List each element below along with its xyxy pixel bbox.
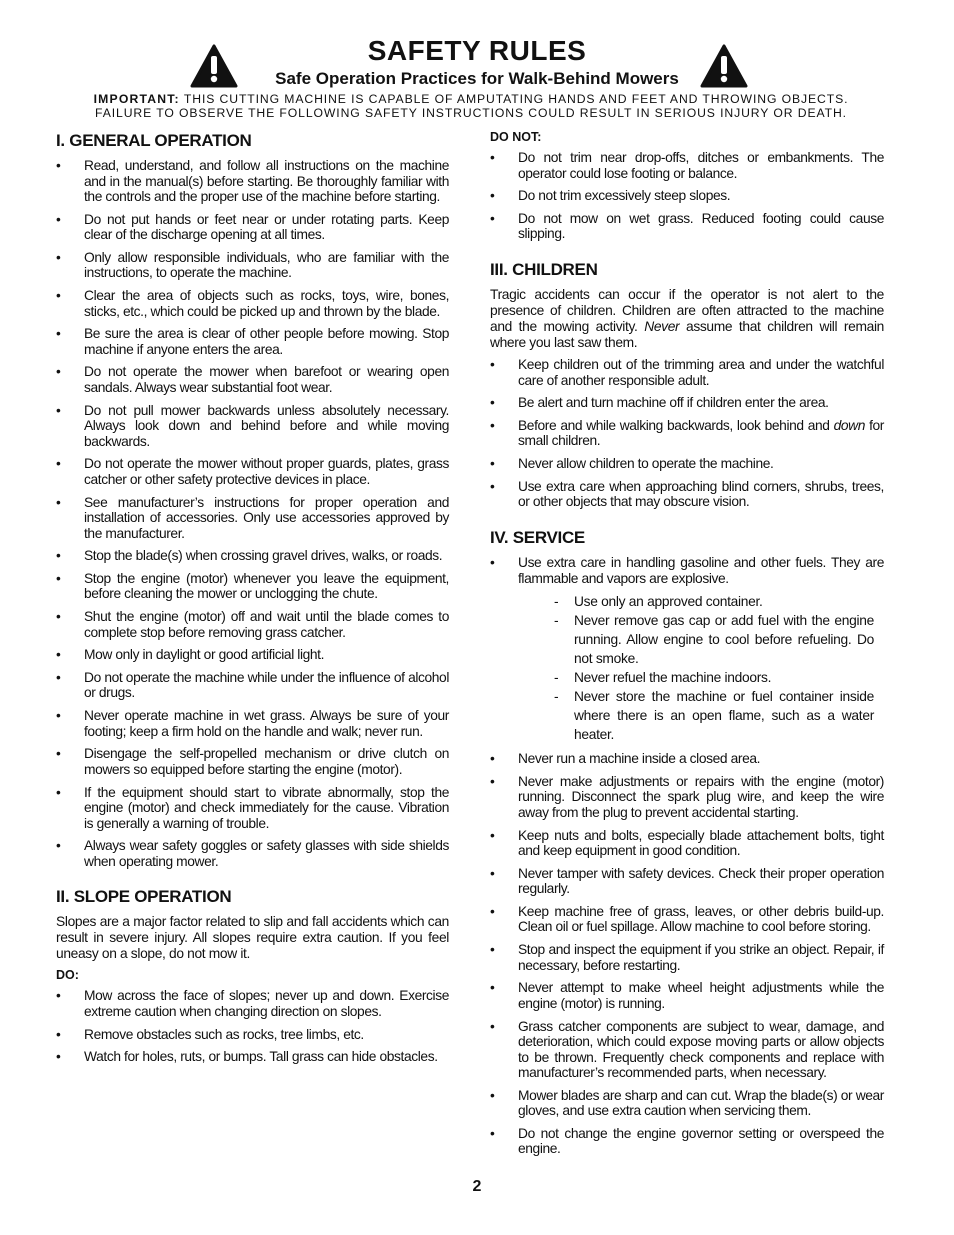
list-item: • Mow across the face of slopes; never up and down. Exercise extreme caution when changing direction on slopes.	[56, 988, 449, 1019]
do-not-label: DO NOT:	[490, 130, 542, 144]
list-item: • Keep children out of the trimming area and under the watchful care of another responsible adult.	[490, 357, 884, 388]
list-item: • Never run a machine inside a closed area.	[490, 751, 761, 767]
right-column	[490, 130, 884, 1164]
page-subtitle: Safe Operation Practices for Walk-Behind Mowers	[275, 69, 679, 88]
list-item: • Never tamper with safety devices. Check their proper operation regularly.	[490, 865, 884, 897]
important-line-2: FAILURE TO OBSERVE THE FOLLOWING SAFETY INSTRUCTIONS COULD RESULT IN SERIOUS INJURY OR DEATH.	[95, 106, 847, 120]
sub-list-item: - Never store the machine or fuel container inside where there is an open flame, such as a water heater.	[554, 689, 874, 742]
list-item: • Grass catcher components are subject to wear, damage, and deterioration, which could expose moving parts or allow objects to be thrown. Frequently check components and replace with manufacturer’s recommended parts, when necessary.	[490, 1018, 884, 1080]
service-list	[490, 555, 884, 1157]
list-item: • Do not put hands or feet near or under rotating parts. Keep clear of the discharge opening at all times.	[56, 211, 449, 243]
left-column	[56, 130, 449, 1072]
list-item: • Remove obstacles such as rocks, tree limbs, etc.	[56, 1026, 364, 1042]
list-item: • Disengage the self-propelled mechanism or drive clutch on mowers so equipped before starting the engine (motor).	[56, 746, 449, 777]
list-item: • Only allow responsible individuals, who are familiar with the instructions, to operate the machine.	[56, 249, 449, 281]
list-item: • Use extra care in handling gasoline and other fuels. They are flammable and vapors are explosive. - Use only an approved container. - Never remove gas cap or add fuel with the engine running. Allow engine to cool before refueling. Do not smoke. - Never refuel the machine indoors. - Never store the machine or fuel container inside where there is an open flame, such as a water heater.	[490, 555, 884, 742]
important-line-1: THIS CUTTING MACHINE IS CAPABLE OF AMPUTATING HANDS AND FEET AND THROWING OBJECTS.	[183, 92, 849, 106]
children-list	[490, 357, 884, 510]
list-item: • Do not operate the machine while under the influence of alcohol or drugs.	[56, 669, 449, 701]
page-title: SAFETY RULES	[367, 35, 587, 66]
section-heading-children: III. CHILDREN	[490, 260, 598, 280]
list-item: • Be alert and turn machine off if children enter the area.	[490, 395, 829, 411]
list-item: • Do not pull mower backwards unless absolutely necessary. Always look down and behind before and while moving backwards.	[56, 402, 449, 449]
list-item: • Mow only in daylight or good artificial light.	[56, 647, 325, 663]
slope-do-not-list	[490, 150, 884, 242]
list-item: • Stop and inspect the equipment if you strike an object. Repair, if necessary, before restarting.	[490, 942, 884, 973]
list-item: • Never make adjustments or repairs with the engine (motor) running. Disconnect the spark plug wire, and keep the wire away from the plug to prevent accidental starting.	[490, 773, 884, 820]
important-label: IMPORTANT:	[93, 92, 180, 106]
list-item: • Use extra care when approaching blind corners, shrubs, trees, or other objects that may obscure vision.	[490, 478, 884, 510]
fuel-subitem-list	[518, 592, 884, 744]
list-item: • If the equipment should start to vibrate abnormally, stop the engine (motor) and check immediately for the cause. Vibration is generally a warning of trouble.	[56, 784, 449, 831]
list-item: • Before and while walking backwards, look behind and down for small children.	[490, 417, 884, 449]
list-item: • Shut the engine (motor) off and wait until the blade comes to complete stop before removing grass catcher.	[56, 609, 449, 640]
list-item: • Do not change the engine governor setting or overspeed the engine.	[490, 1125, 884, 1157]
children-intro: Tragic accidents can occur if the operator is not alert to the presence of children. Children are often attracted to the machine and the mowing activity. Never assume that children will remain where you last saw them.	[490, 287, 885, 351]
page-number: 2	[472, 1178, 482, 1195]
list-item: • Be sure the area is clear of other people before mowing. Stop machine if anyone enters the area.	[56, 326, 449, 357]
list-item: • Do not mow on wet grass. Reduced footing could cause slipping.	[490, 210, 884, 242]
slope-intro: Slopes are a major factor related to slip and fall accidents which can result in severe injury. All slopes require extra caution. If you feel uneasy on a slope, do not mow it.	[56, 914, 449, 962]
list-item: • Keep nuts and bolts, especially blade attachement bolts, tight and keep equipment in good condition.	[490, 827, 884, 859]
list-item: • Do not trim near drop-offs, ditches or embankments. The operator could lose footing or balance.	[490, 150, 884, 181]
list-item: • Do not operate the mower without proper guards, plates, grass catcher or other safety protective devices in place.	[56, 456, 449, 487]
list-item: • Keep machine free of grass, leaves, or other debris build-up. Clean oil or fuel spillage. Allow machine to cool before storing.	[490, 903, 884, 935]
list-item: • Do not operate the mower when barefoot or wearing open sandals. Always wear substantial foot wear.	[56, 364, 449, 395]
list-item: • Read, understand, and follow all instructions on the machine and in the manual(s) before starting. Be thoroughly familiar with the controls and the proper use of the machine before starting.	[56, 158, 449, 204]
list-item: • Stop the blade(s) when crossing gravel drives, walks, or roads.	[56, 548, 443, 564]
section-heading-slope-operation: II. SLOPE OPERATION	[56, 887, 232, 907]
list-item: • Stop the engine (motor) whenever you leave the equipment, before cleaning the mower or unclogging the chute.	[56, 570, 449, 602]
slope-do-list	[56, 988, 449, 1064]
section-heading-general-operation: I. GENERAL OPERATION	[56, 131, 252, 150]
sub-list-item: - Use only an approved container.	[554, 594, 763, 609]
page-header	[0, 34, 954, 90]
list-item: • Mower blades are sharp and can cut. Wrap the blade(s) or wear gloves, and use extra caution when servicing them.	[490, 1087, 884, 1119]
list-item: • Never operate machine in wet grass. Always be sure of your footing; keep a firm hold on the handle and walk; never run.	[56, 708, 449, 739]
list-item: • Always wear safety goggles or safety glasses with side shields when operating mower.	[56, 838, 449, 869]
list-item: • See manufacturer’s instructions for proper operation and installation of accessories. Only use accessories approved by the manufacturer.	[56, 494, 449, 541]
sub-list-item: - Never refuel the machine indoors.	[554, 670, 772, 685]
list-item: • Watch for holes, ruts, or bumps. Tall grass can hide obstacles.	[56, 1049, 438, 1065]
list-item: • Do not trim excessively steep slopes.	[490, 188, 731, 204]
warning-exclamation-icon	[190, 44, 238, 88]
do-label: DO:	[56, 968, 79, 983]
list-item: • Never attempt to make wheel height adjustments while the engine (motor) is running.	[490, 980, 884, 1011]
section-heading-service: IV. SERVICE	[490, 528, 585, 547]
list-item: • Never allow children to operate the machine.	[490, 456, 774, 472]
general-operation-list	[56, 158, 449, 869]
warning-exclamation-icon	[700, 44, 748, 88]
list-item: • Clear the area of objects such as rocks, toys, wire, bones, sticks, etc., which could be picked up and thrown by the blade.	[56, 288, 449, 319]
sub-list-item: - Never remove gas cap or add fuel with the engine running. Allow engine to cool before refueling. Do not smoke.	[554, 613, 874, 666]
important-warning	[56, 92, 886, 120]
